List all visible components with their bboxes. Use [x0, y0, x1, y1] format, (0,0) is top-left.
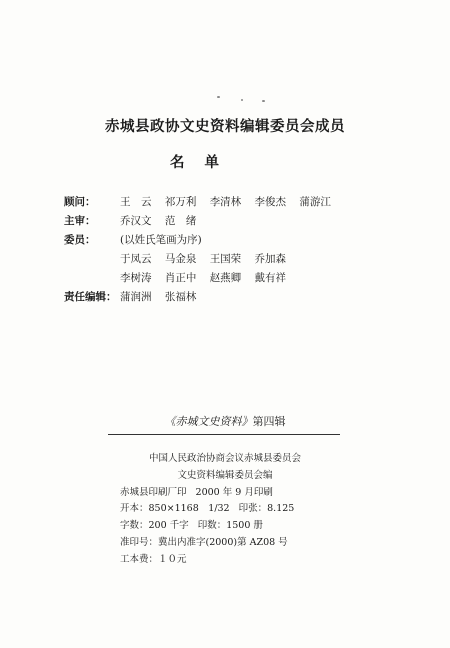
print-speck [241, 99, 243, 101]
list-title: 名单 [170, 154, 239, 171]
page-title: 赤城县政协文史资料编辑委员会成员 [105, 118, 345, 135]
words: 字数：200 千字 [120, 520, 189, 532]
member-name: 李树涛 [120, 272, 152, 284]
printer-line [0, 485, 450, 502]
editor-name: 张福林 [164, 291, 197, 303]
member-name: 戴有祥 [254, 272, 287, 284]
members-row [64, 231, 341, 250]
members-row-1 [64, 250, 341, 269]
member-name: 于凤云 [120, 253, 152, 265]
cost: 工本费：１０元 [120, 553, 187, 565]
format: 开本：850×1168 1/32 [120, 503, 230, 515]
member-name: 王国荣 [209, 253, 242, 265]
series-title [0, 413, 450, 429]
member-name: 赵燕卿 [209, 272, 242, 284]
cost-line [0, 552, 450, 569]
chief-names [120, 212, 206, 231]
copies: 印数：1500 册 [197, 520, 263, 532]
member-name: 马金泉 [164, 253, 197, 265]
members-names-1 [120, 250, 296, 269]
chief-name: 范 绪 [164, 215, 197, 227]
member-name: 肖正中 [164, 272, 197, 284]
format-line [0, 501, 450, 518]
committee-list [64, 193, 341, 307]
advisor-name: 李俊杰 [254, 196, 287, 208]
publication-info [0, 451, 450, 569]
advisors-label: 顾问： [64, 196, 96, 208]
series-name: 《赤城文史资料》 [164, 415, 253, 428]
members-names-2 [120, 269, 296, 288]
divider-line [108, 434, 340, 435]
members-note: (以姓氏笔画为序) [120, 234, 202, 246]
printer: 赤城县印刷厂印 [120, 486, 187, 498]
members-label: 委员： [64, 234, 96, 246]
editor-name: 蒲润洲 [120, 291, 152, 303]
print-date: 2000 年 9 月印刷 [195, 486, 273, 498]
advisor-name: 王 云 [120, 196, 152, 208]
publisher-line-2: 文史资料编辑委员会编 [177, 469, 273, 481]
editors-names [120, 288, 206, 307]
chief-label: 主审： [64, 215, 96, 227]
sheets: 印张：8.125 [238, 503, 295, 515]
advisors-names [120, 193, 341, 212]
advisor-name: 李清林 [209, 196, 242, 208]
advisors-row [64, 193, 341, 212]
chief-row [64, 212, 341, 231]
permit: 准印号：冀出内准字(2000)第 AZ08 号 [120, 536, 288, 548]
advisor-name: 蒲游江 [299, 196, 331, 208]
series-volume: 第四辑 [252, 415, 286, 428]
advisor-name: 祁万利 [164, 196, 197, 208]
publisher-line-1: 中国人民政治协商会议赤城县委员会 [148, 453, 301, 464]
editors-row [64, 288, 341, 307]
words-line [0, 518, 450, 535]
chief-name: 乔汉文 [120, 215, 152, 227]
print-speck [262, 100, 265, 102]
editors-label: 责任编辑： [64, 291, 117, 303]
permit-line [0, 535, 450, 552]
members-row-2 [64, 269, 341, 288]
print-speck [217, 96, 220, 98]
member-name: 乔加森 [254, 253, 287, 265]
